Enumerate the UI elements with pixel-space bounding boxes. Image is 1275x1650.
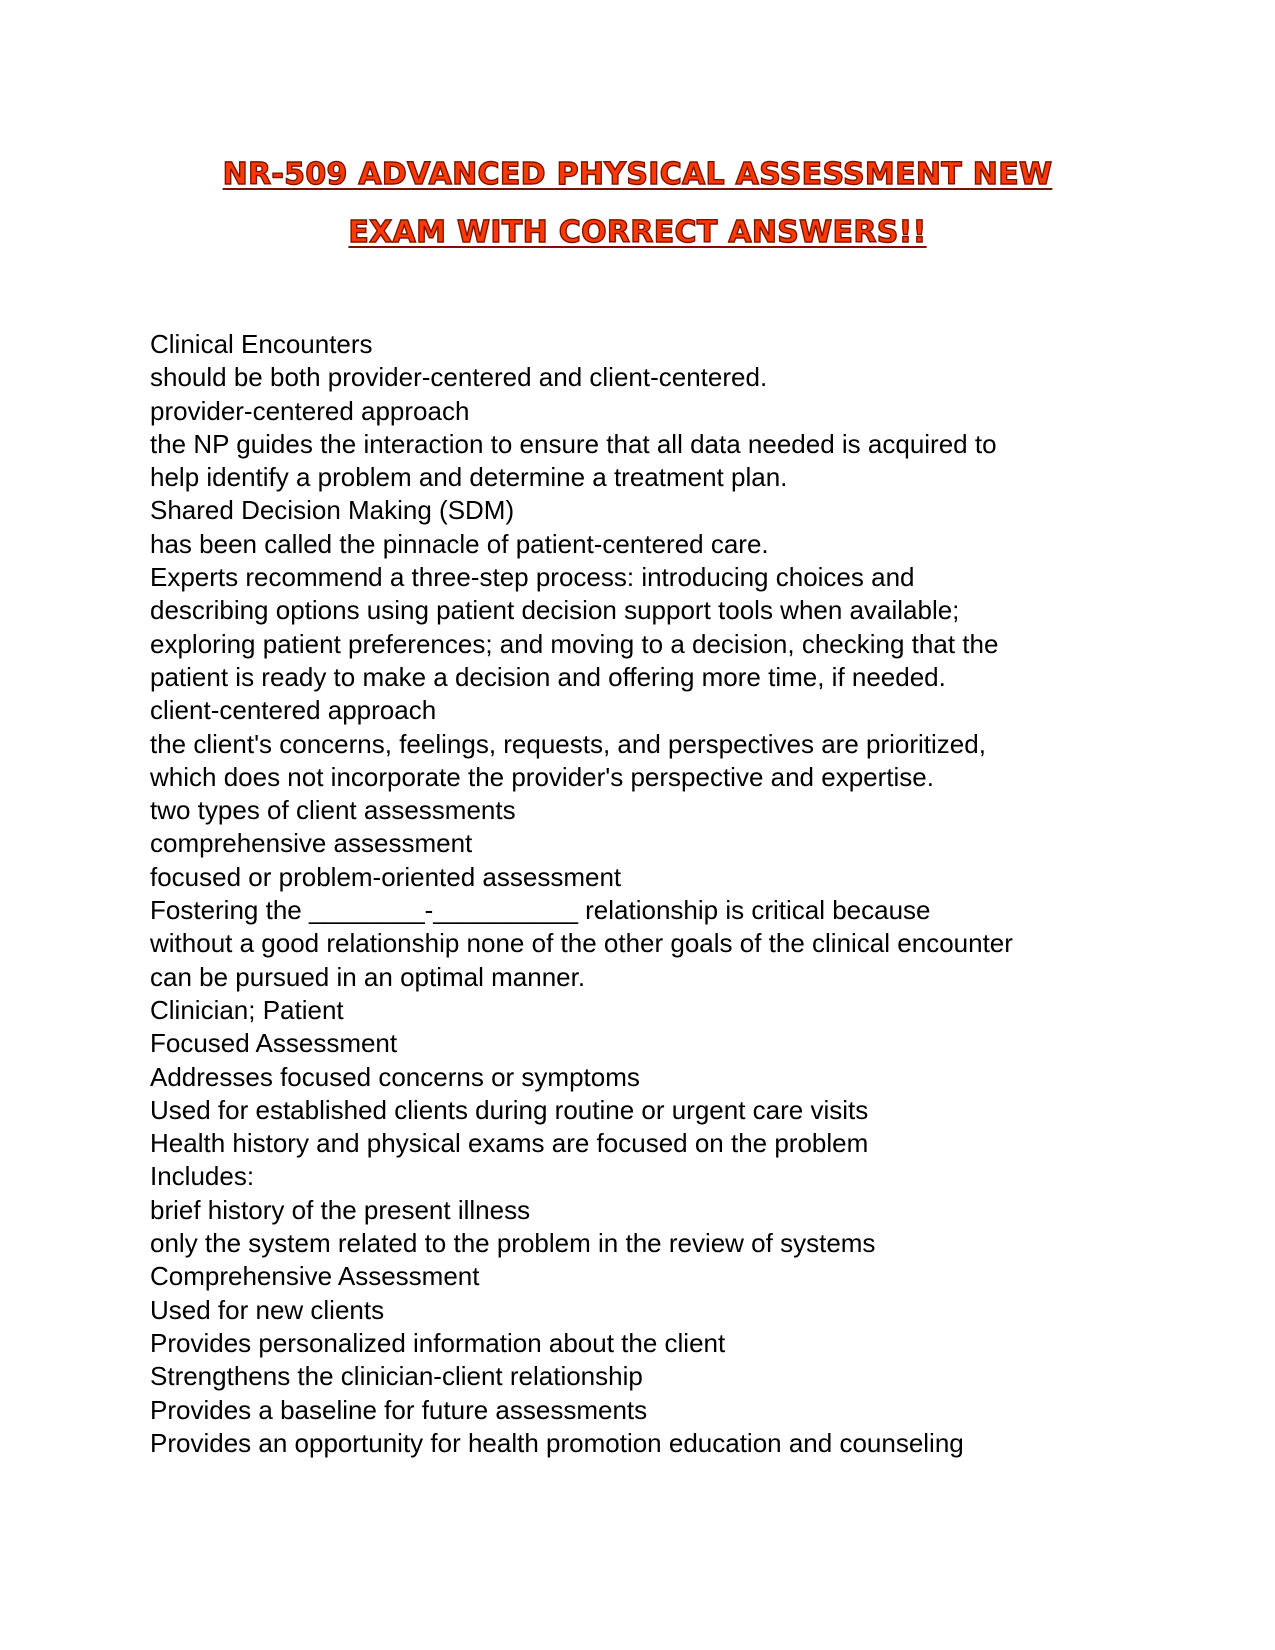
- document-body: [150, 328, 1150, 1460]
- body-text-line: client-centered approach: [150, 695, 437, 726]
- body-text-line: Provides personalized information about the client: [150, 1327, 726, 1358]
- body-text-line: has been called the pinnacle of patient-centered care.: [150, 528, 769, 559]
- body-text-line: help identify a problem and determine a treatment plan.: [150, 462, 788, 493]
- body-text-line: Provides an opportunity for health promotion education and counseling: [150, 1427, 964, 1458]
- body-text-line: Experts recommend a three-step process: introducing choices and: [150, 562, 915, 593]
- body-text-line: describing options using patient decision support tools when available;: [150, 595, 960, 626]
- body-text-line: can be pursued in an optimal manner.: [150, 961, 586, 992]
- body-text-line: Clinician; Patient: [150, 994, 344, 1025]
- body-text-line: only the system related to the problem in the review of systems: [150, 1228, 876, 1259]
- body-text-line: the client's concerns, feelings, requests, and perspectives are prioritized,: [150, 728, 986, 759]
- body-text-line: should be both provider-centered and client-centered.: [150, 362, 768, 393]
- body-text-line: Comprehensive Assessment: [150, 1261, 480, 1292]
- title-line-2: EXAM WITH CORRECT ANSWERS!!: [348, 215, 927, 250]
- body-text-line: Strengthens the clinician-client relationship: [150, 1361, 643, 1392]
- body-text-line: which does not incorporate the provider's perspective and expertise.: [150, 761, 934, 792]
- body-text-line: Fostering the ________-__________ relationship is critical because: [150, 895, 931, 926]
- body-text-line: Provides a baseline for future assessments: [150, 1394, 648, 1425]
- title-line-1: NR-509 ADVANCED PHYSICAL ASSESSMENT NEW: [222, 157, 1053, 192]
- body-text-line: brief history of the present illness: [150, 1194, 531, 1225]
- body-text-line: Addresses focused concerns or symptoms: [150, 1061, 640, 1092]
- body-text-line: Shared Decision Making (SDM): [150, 495, 515, 526]
- body-text-line: Health history and physical exams are focused on the problem: [150, 1128, 869, 1159]
- body-text-line: two types of client assessments: [150, 795, 516, 826]
- body-text-line: Used for new clients: [150, 1294, 385, 1325]
- body-text-line: exploring patient preferences; and moving to a decision, checking that the: [150, 628, 999, 659]
- body-text-line: the NP guides the interaction to ensure that all data needed is acquired to: [150, 428, 997, 459]
- body-text-line: provider-centered approach: [150, 395, 470, 426]
- body-text-line: Clinical Encounters: [150, 329, 373, 359]
- document-title: [140, 146, 1135, 262]
- body-text-line: Focused Assessment: [150, 1028, 398, 1059]
- body-text-line: comprehensive assessment: [150, 828, 473, 859]
- body-text-line: focused or problem-oriented assessment: [150, 861, 622, 892]
- body-text-line: without a good relationship none of the other goals of the clinical encounter: [150, 928, 1013, 959]
- body-text-line: Includes:: [150, 1161, 255, 1192]
- body-text-line: patient is ready to make a decision and offering more time, if needed.: [150, 661, 946, 692]
- body-text-line: Used for established clients during routine or urgent care visits: [150, 1094, 869, 1125]
